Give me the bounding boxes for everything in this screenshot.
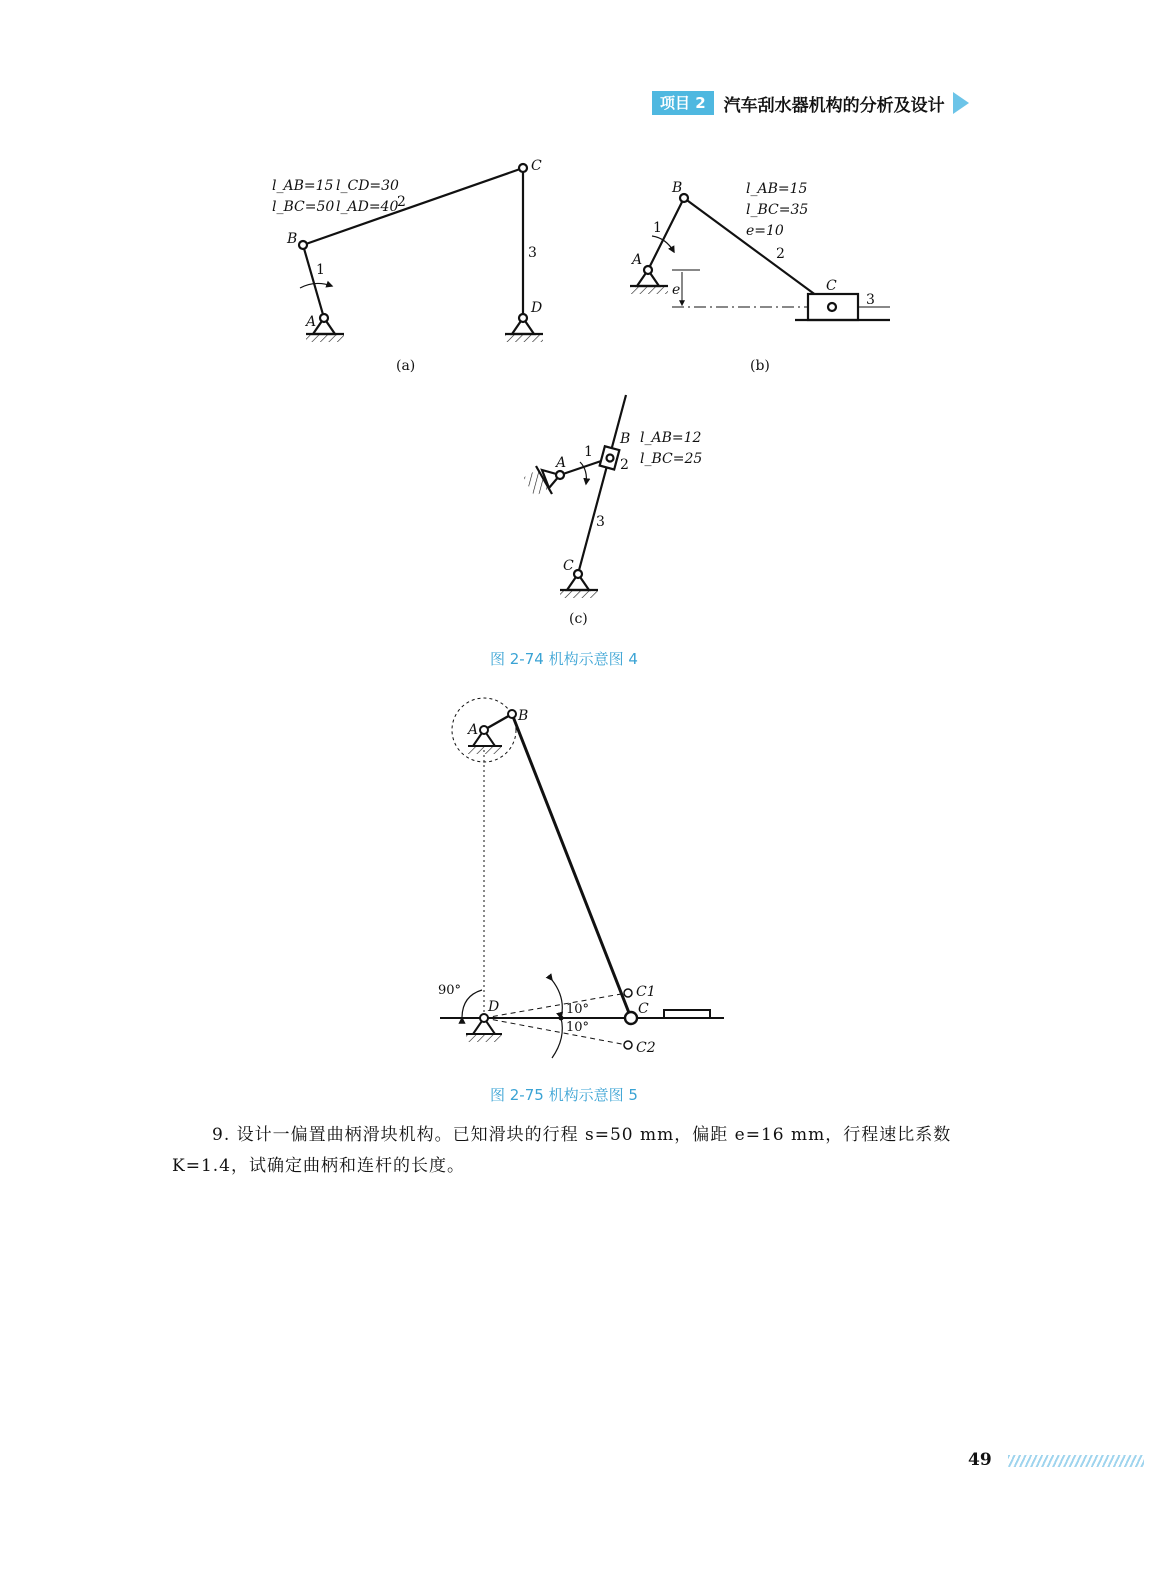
link-2: 2 — [776, 246, 785, 262]
point-b: B — [287, 231, 298, 247]
param-lad: l_AD=40 — [336, 199, 399, 215]
chapter-title: 汽车刮水器机构的分析及设计 — [723, 95, 945, 116]
link-3: 3 — [866, 292, 875, 308]
angle-90: 90° — [438, 983, 462, 998]
point-c: C — [638, 1001, 649, 1017]
subfigure-b-label: (b) — [750, 358, 770, 374]
link-2: 2 — [620, 457, 629, 473]
angle-10-lower: 10° — [566, 1020, 590, 1035]
point-a: A — [468, 722, 479, 738]
point-b: B — [672, 180, 683, 196]
problem-9 — [172, 1120, 1002, 1182]
subfigure-c-label: (c) — [569, 611, 588, 627]
point-c: C — [531, 158, 542, 174]
figure-75-caption: 图 2-75 机构示意图 5 — [490, 1086, 638, 1104]
point-d: D — [488, 999, 500, 1015]
point-d: D — [531, 300, 543, 316]
figure-74-caption: 图 2-74 机构示意图 4 — [490, 650, 638, 668]
point-a: A — [632, 252, 643, 268]
param-e: e=10 — [746, 223, 784, 239]
figure-75-labels — [438, 708, 656, 1056]
param-lbc: l_BC=25 — [640, 451, 703, 467]
point-b: B — [620, 431, 631, 447]
figure-74b-labels — [630, 180, 875, 374]
angle-10-upper: 10° — [566, 1002, 590, 1017]
point-a: A — [306, 314, 317, 330]
point-c2: C2 — [636, 1040, 656, 1056]
param-lab: l_AB=15 — [746, 181, 808, 197]
link-3: 3 — [528, 245, 537, 261]
chapter-badge: 项目 2 — [652, 91, 714, 115]
subfigure-a-label: (a) — [396, 358, 416, 374]
link-3: 3 — [596, 514, 605, 530]
link-1: 1 — [653, 220, 662, 236]
point-b: B — [518, 708, 529, 724]
link-1: 1 — [584, 444, 593, 460]
param-lbc: l_BC=50 — [272, 199, 335, 215]
footer-stripes — [1008, 1455, 1144, 1467]
problem-text: 9. 设计一偏置曲柄滑块机构。已知滑块的行程 s=50 mm，偏距 e=16 mm，行程速比系数 K=1.4，试确定曲柄和连杆的长度。 — [172, 1125, 952, 1176]
point-c: C — [826, 278, 837, 294]
point-c: C — [563, 558, 574, 574]
param-lcd: l_CD=30 — [336, 178, 399, 194]
offset-e-label: e — [672, 282, 681, 298]
point-c1: C1 — [636, 984, 656, 1000]
param-lbc: l_BC=35 — [746, 202, 809, 218]
param-lab: l_AB=15 — [272, 178, 334, 194]
link-2: 2 — [397, 194, 406, 210]
link-1: 1 — [316, 262, 325, 278]
point-a: A — [556, 455, 567, 471]
page-number: 49 — [968, 1450, 992, 1470]
param-lab: l_AB=12 — [640, 430, 702, 446]
figure-74c — [536, 395, 626, 598]
